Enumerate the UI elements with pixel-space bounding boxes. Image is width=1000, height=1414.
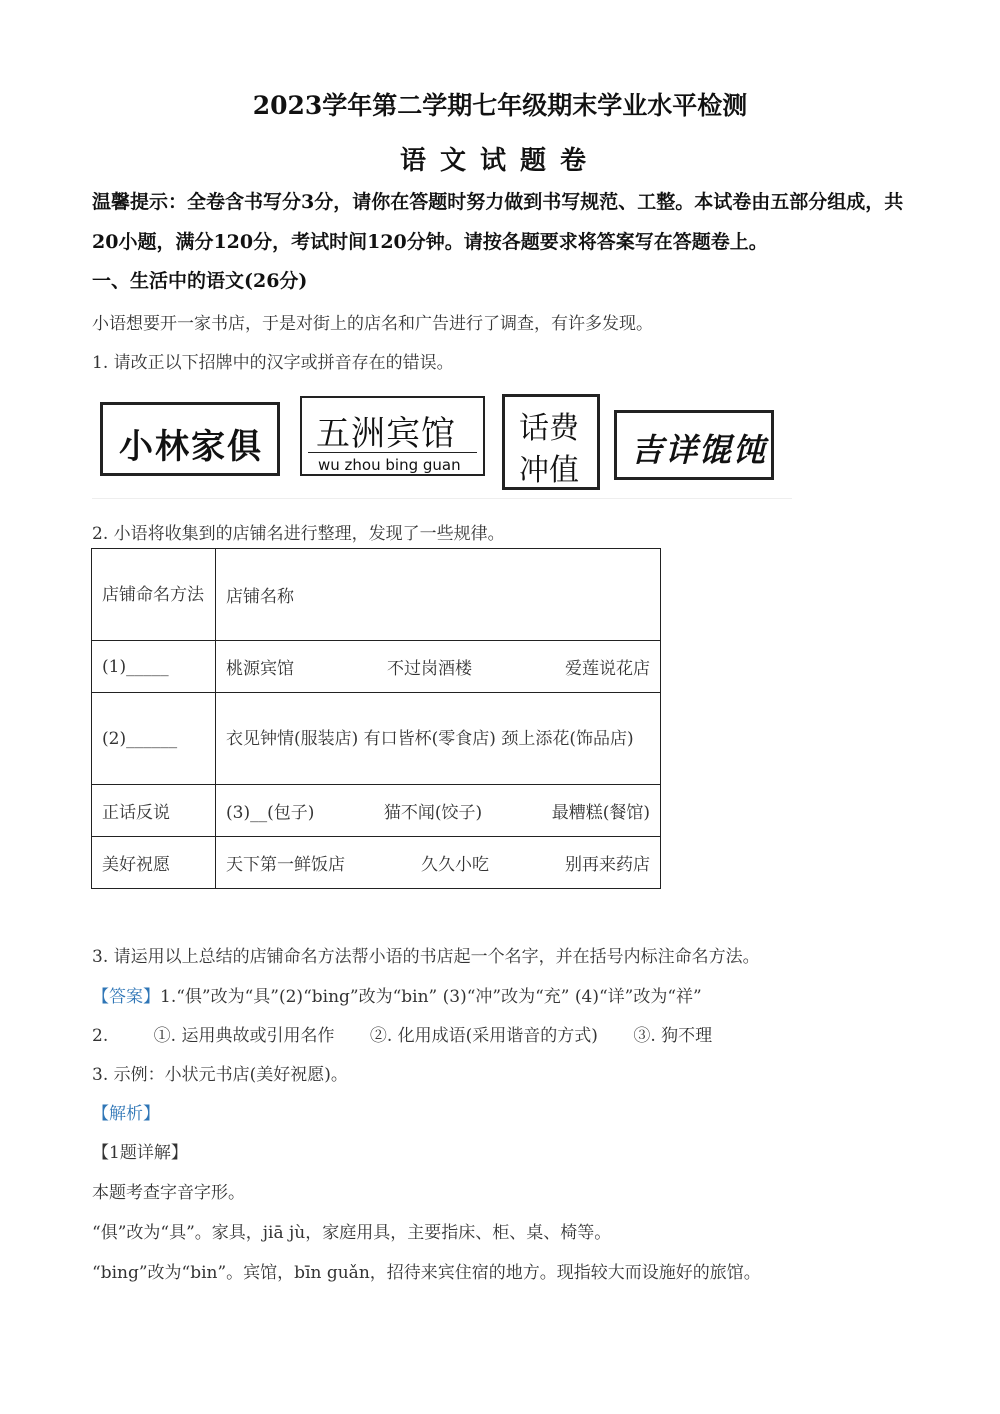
sign-text-line1: 话费 — [519, 411, 579, 446]
analysis-label: 【解析】 — [92, 1104, 160, 1124]
analysis-subtitle: 【1题详解】 — [92, 1143, 188, 1163]
shop-name: 爱莲说花店 — [565, 659, 650, 679]
answer-item: ①. 运用典故或引用名作 — [153, 1026, 335, 1046]
sign-pinyin: wu zhou bing guan — [318, 456, 461, 474]
table-row — [92, 785, 661, 837]
sign-furniture — [100, 402, 280, 476]
shop-name: 久久小吃 — [421, 855, 489, 875]
question-1: 1. 请改正以下招牌中的汉字或拼音存在的错误。 — [92, 353, 454, 373]
table-cell-names — [216, 785, 661, 837]
sign-wonton — [614, 410, 774, 480]
shop-name: 不过岗酒楼 — [387, 659, 472, 679]
sign-text: 五洲宾馆 — [316, 414, 456, 454]
table-cell-names — [216, 641, 661, 693]
sign-divider — [308, 452, 477, 453]
sign-text: 小林家俱 — [119, 427, 263, 467]
answer-line-1 — [92, 982, 702, 1007]
answer-item: ②. 化用成语(采用谐音的方式) — [369, 1026, 598, 1046]
question-2: 2. 小语将收集到的店铺名进行整理，发现了一些规律。 — [92, 524, 505, 544]
table-cell-method: 正话反说 — [92, 785, 216, 837]
table-cell-names: 衣见钟情(服装店) 有口皆杯(零食店) 颈上添花(饰品店) — [216, 693, 661, 785]
table-row — [92, 549, 661, 641]
shop-name: 最糟糕(餐馆) — [551, 803, 650, 823]
question-3: 3. 请运用以上总结的店铺命名方法帮小语的书店起一个名字，并在括号内标注命名方法。 — [92, 947, 760, 967]
shop-name: 别再来药店 — [565, 855, 650, 875]
answer-line-3: 3. 示例：小状元书店(美好祝愿)。 — [92, 1065, 348, 1085]
exam-tip: 温馨提示：全卷含书写分3分，请你在答题时努力做到书写规范、工整。本试卷由五部分组成，共20小题，满分120分，考试时间120分钟。请按各题要求将答案写在答题卷上。 — [92, 191, 904, 253]
section1-title: 一、生活中的语文(26分) — [92, 270, 308, 292]
exam-subtitle: 语文试题卷 — [399, 146, 600, 176]
shop-name: 天下第一鲜饭店 — [226, 855, 345, 875]
table-cell-names — [216, 837, 661, 889]
sign-hotel — [300, 396, 485, 476]
analysis-p3: “bing”改为“bin”。宾馆，bīn guǎn，招待来宾住宿的地方。现指较大而设施好的旅馆。 — [92, 1263, 761, 1283]
table-cell-method: 美好祝愿 — [92, 837, 216, 889]
shop-signs — [92, 388, 792, 499]
answer-line-2 — [92, 1021, 712, 1046]
shop-name: 桃源宾馆 — [226, 659, 294, 679]
sign-phone-recharge — [502, 394, 600, 490]
section1-intro: 小语想要开一家书店，于是对街上的店名和广告进行了调查，有许多发现。 — [92, 314, 653, 334]
exam-title: 2023学年第二学期七年级期末学业水平检测 — [252, 91, 748, 120]
analysis-p2: “俱”改为“具”。家具，jiā jù，家庭用具，主要指床、柜、桌、椅等。 — [92, 1223, 612, 1243]
table-header-names: 店铺名称 — [216, 549, 661, 641]
answer-text: 1.“俱”改为“具”(2)“bing”改为“bin” (3)“冲”改为“充” (4)“详”改为“祥” — [160, 987, 702, 1007]
analysis-p1: 本题考查字音字形。 — [92, 1183, 245, 1203]
sign-text: 吉详馄饨 — [631, 431, 768, 469]
naming-table — [91, 548, 661, 889]
answer-label: 【答案】 — [92, 987, 160, 1007]
table-row — [92, 837, 661, 889]
table-row — [92, 693, 661, 785]
table-cell-method: (2)______ — [92, 693, 216, 785]
shop-name: (3)__(包子) — [226, 803, 315, 823]
table-header-method: 店铺命名方法 — [92, 549, 216, 641]
table-cell-method: (1)_____ — [92, 641, 216, 693]
answer-item: ③. 狗不理 — [633, 1026, 713, 1046]
sign-text-line2: 冲值 — [519, 453, 579, 488]
table-row — [92, 641, 661, 693]
answer-prefix: 2. — [92, 1026, 109, 1046]
shop-name: 猫不闻(饺子) — [383, 803, 483, 823]
